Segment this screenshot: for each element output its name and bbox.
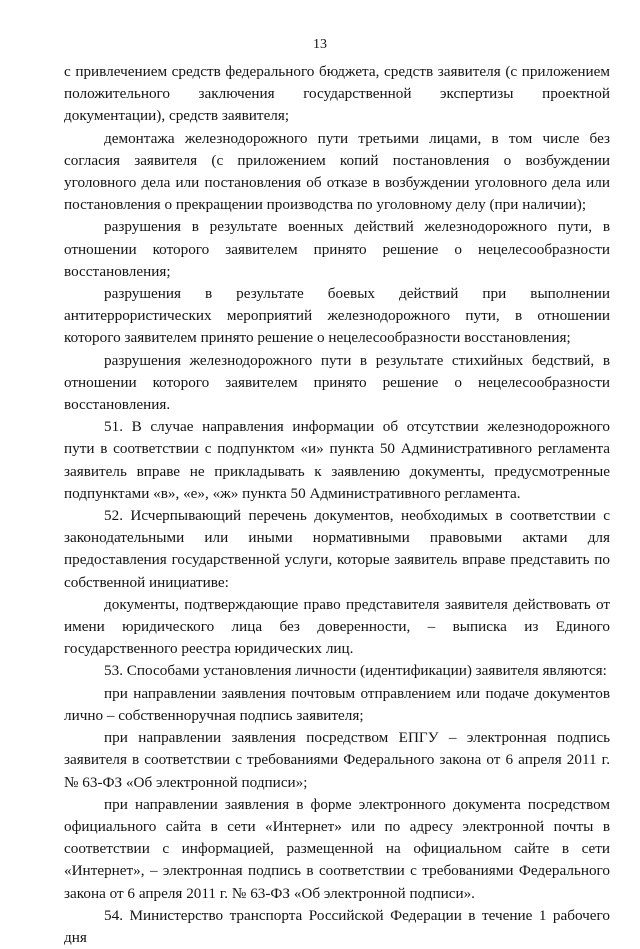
paragraph: разрушения в результате военных действий железнодорожного пути, в отношении которого заявителем принято решение о нецелесообразности восстановления; bbox=[64, 218, 610, 280]
paragraph: при направлении заявления в форме электронного документа посредством официального сайта в сети «Интернет» или по адресу электронной почты в соответствии с информацией, размещенной на официальном сайте в сети «Интернет», – электронная подпись в соответствии с требованиями Федерального закона от 6 апреля 2011 г. № 63-ФЗ «Об электронной подписи». bbox=[64, 795, 610, 902]
paragraph: 53. Способами установления личности (идентификации) заявителя являются: bbox=[104, 662, 607, 680]
document-body bbox=[64, 61, 610, 949]
page-number: 13 bbox=[313, 37, 327, 52]
paragraph: 52. Исчерпывающий перечень документов, необходимых в соответствии с законодательными или иными нормативными правовыми актами для предоставления государственной услуги, которые заявитель вправе представить по собственной инициативе: bbox=[64, 507, 610, 591]
paragraph: 54. Министерство транспорта Российской Федерации в течение 1 рабочего дня bbox=[64, 906, 610, 946]
paragraph: при направлении заявления почтовым отправлением или подаче документов лично – собственноручная подпись заявителя; bbox=[64, 684, 610, 724]
paragraph: с привлечением средств федерального бюджета, средств заявителя (с приложением положительного заключения государственной экспертизы проектной документации), средств заявителя; bbox=[64, 63, 610, 125]
paragraph: разрушения в результате боевых действий при выполнении антитеррористических мероприятий железнодорожного пути, в отношении которого заявителем принято решение о нецелесообразности восстановления; bbox=[64, 285, 610, 347]
paragraph: при направлении заявления посредством ЕПГУ – электронная подпись заявителя в соответствии с требованиями Федерального закона от 6 апреля 2011 г. № 63-ФЗ «Об электронной подписи»; bbox=[64, 729, 610, 791]
paragraph: документы, подтверждающие право представителя заявителя действовать от имени юридического лица без доверенности, – выписка из Единого государственного реестра юридических лиц. bbox=[64, 595, 610, 658]
paragraph: демонтажа железнодорожного пути третьими лицами, в том числе без согласия заявителя (с приложением копий постановления о возбуждении уголовного дела или постановления об отказе в возбуждении уголовного дела или постановления о прекращении производства по уголовному делу (при наличии); bbox=[64, 129, 610, 214]
paragraph: разрушения железнодорожного пути в результате стихийных бедствий, в отношении которого заявителем принято решение о нецелесообразности восстановления. bbox=[64, 351, 610, 414]
paragraph: 51. В случае направления информации об отсутствии железнодорожного пути в соответствии с подпунктом «и» пункта 50 Административного регламента заявитель вправе не прикладывать к заявлению документы, предусмотренные подпунктами «в», «е», «ж» пункта 50 Административного регламента. bbox=[64, 418, 610, 502]
